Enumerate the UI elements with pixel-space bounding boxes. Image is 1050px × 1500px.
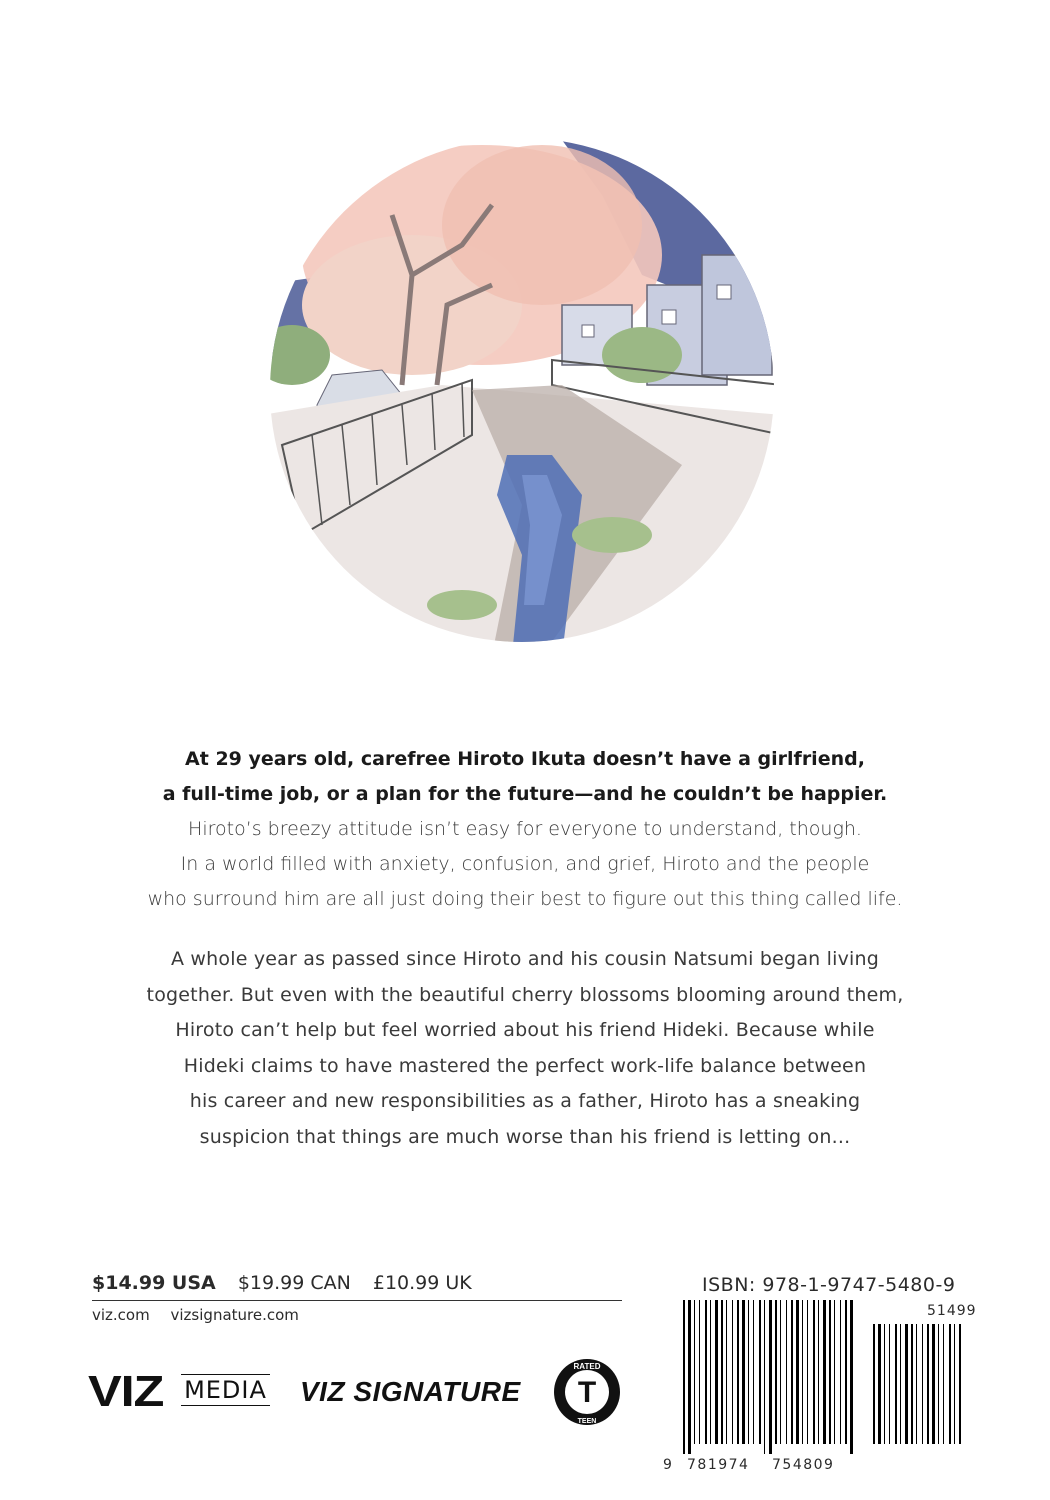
price-can: $19.99 CAN — [237, 1272, 351, 1294]
rating-top-text: RATED — [573, 1362, 601, 1371]
blurb-synopsis-line: together. But even with the beautiful cherry blossoms blooming around them, — [146, 983, 904, 1006]
barcode-bar — [878, 1324, 881, 1444]
barcode — [663, 1300, 977, 1480]
barcode-bar — [796, 1300, 799, 1444]
barcode-bar — [786, 1300, 787, 1444]
barcode-bar — [780, 1300, 781, 1444]
barcode-bar — [938, 1324, 939, 1444]
barcode-bar — [927, 1324, 929, 1444]
blurb-lead-line: who surround him are all just doing their best to figure out this thing called life. — [147, 888, 903, 910]
barcode-bar — [889, 1324, 890, 1444]
barcode-bar — [732, 1300, 733, 1444]
blurb-lead-line: At 29 years old, carefree Hiroto Ikuta doesn’t have a girlfriend, — [185, 748, 865, 770]
barcode-bar — [922, 1324, 923, 1444]
barcode-bar — [721, 1300, 723, 1444]
barcode-bar — [895, 1324, 897, 1444]
isbn-label: ISBN: 978-1-9747-5480-9 — [702, 1274, 956, 1296]
blurb-synopsis-line: his career and new responsibilities as a father, Hiroto has a sneaking — [189, 1090, 861, 1112]
blurb-lead-line: In a world filled with anxiety, confusion, and grief, Hiroto and the people — [180, 853, 870, 875]
viz-logo: VIZ — [88, 1367, 164, 1416]
barcode-bar — [813, 1300, 815, 1444]
barcode-bar — [705, 1300, 707, 1444]
blurb-lead — [80, 742, 970, 917]
barcode-bar — [807, 1300, 808, 1444]
barcode-bar — [850, 1300, 853, 1454]
barcode-bar — [818, 1300, 819, 1444]
blurb-synopsis-line: Hiroto can’t help but feel worried about his friend Hideki. Because while — [175, 1019, 875, 1041]
barcode-bar — [683, 1300, 685, 1454]
barcode-bar — [748, 1300, 749, 1444]
barcode-bar — [759, 1300, 761, 1444]
rating-letter: T — [577, 1376, 597, 1409]
barcode-bar — [775, 1300, 777, 1444]
barcode-bar — [873, 1324, 875, 1444]
barcode-bar — [840, 1300, 841, 1444]
barcode-addon-number: 51499 — [927, 1303, 977, 1319]
barcode-right-digits: 754809 — [772, 1457, 835, 1473]
barcode-bar — [845, 1300, 847, 1444]
media-logo: MEDIA — [181, 1374, 270, 1406]
price-list — [92, 1272, 488, 1294]
barcode-main-bars — [683, 1300, 855, 1454]
website-viz: viz.com — [92, 1306, 150, 1324]
barcode-bar — [932, 1324, 935, 1444]
barcode-bar — [884, 1324, 885, 1444]
barcode-addon-bars — [873, 1324, 961, 1454]
barcode-bar — [764, 1300, 765, 1454]
barcode-left-digits: 781974 — [687, 1457, 750, 1473]
barcode-bar — [769, 1300, 772, 1454]
barcode-bar — [823, 1300, 826, 1444]
barcode-bar — [900, 1324, 901, 1444]
blurb-synopsis — [80, 942, 970, 1155]
price-uk: £10.99 UK — [372, 1272, 472, 1294]
barcode-bar — [694, 1300, 695, 1444]
barcode-bar — [949, 1324, 951, 1444]
divider — [92, 1300, 622, 1301]
barcode-bar — [911, 1324, 913, 1444]
barcode-bar — [829, 1300, 831, 1444]
barcode-bar — [742, 1300, 745, 1444]
blurb-lead-line: Hiroto’s breezy attitude isn’t easy for everyone to understand, though. — [188, 818, 862, 840]
blurb-lead-line: a full-time job, or a plan for the future—and he couldn’t be happier. — [162, 783, 888, 805]
barcode-bar — [802, 1300, 803, 1444]
barcode-bar — [753, 1300, 754, 1444]
barcode-bar — [737, 1300, 739, 1444]
blurb-synopsis-line: suspicion that things are much worse than his friend is letting on... — [199, 1125, 851, 1148]
barcode-bar — [905, 1324, 908, 1444]
barcode-bar — [954, 1324, 955, 1444]
barcode-bar — [916, 1324, 917, 1444]
barcode-bar — [726, 1300, 727, 1444]
barcode-bar — [699, 1300, 700, 1444]
barcode-bar — [715, 1300, 718, 1444]
barcode-bar — [791, 1300, 793, 1444]
barcode-first-digit: 9 — [663, 1457, 672, 1473]
rated-teen-badge — [552, 1357, 622, 1427]
barcode-bar — [710, 1300, 711, 1444]
barcode-bar — [943, 1324, 944, 1444]
website-vizsignature: vizsignature.com — [170, 1306, 299, 1324]
blurb-synopsis-line: A whole year as passed since Hiroto and his cousin Natsumi began living — [170, 948, 880, 970]
barcode-bar — [959, 1324, 961, 1444]
rating-bottom-text: TEEN — [577, 1418, 597, 1425]
barcode-bar — [834, 1300, 835, 1444]
viz-signature-logo: VIZ SIGNATURE — [300, 1376, 521, 1407]
barcode-bar — [688, 1300, 691, 1454]
cover-illustration — [262, 135, 782, 655]
website-list — [92, 1306, 315, 1324]
blurb-synopsis-line: Hideki claims to have mastered the perfect work-life balance between — [183, 1054, 867, 1077]
price-usa: $14.99 USA — [92, 1272, 216, 1294]
